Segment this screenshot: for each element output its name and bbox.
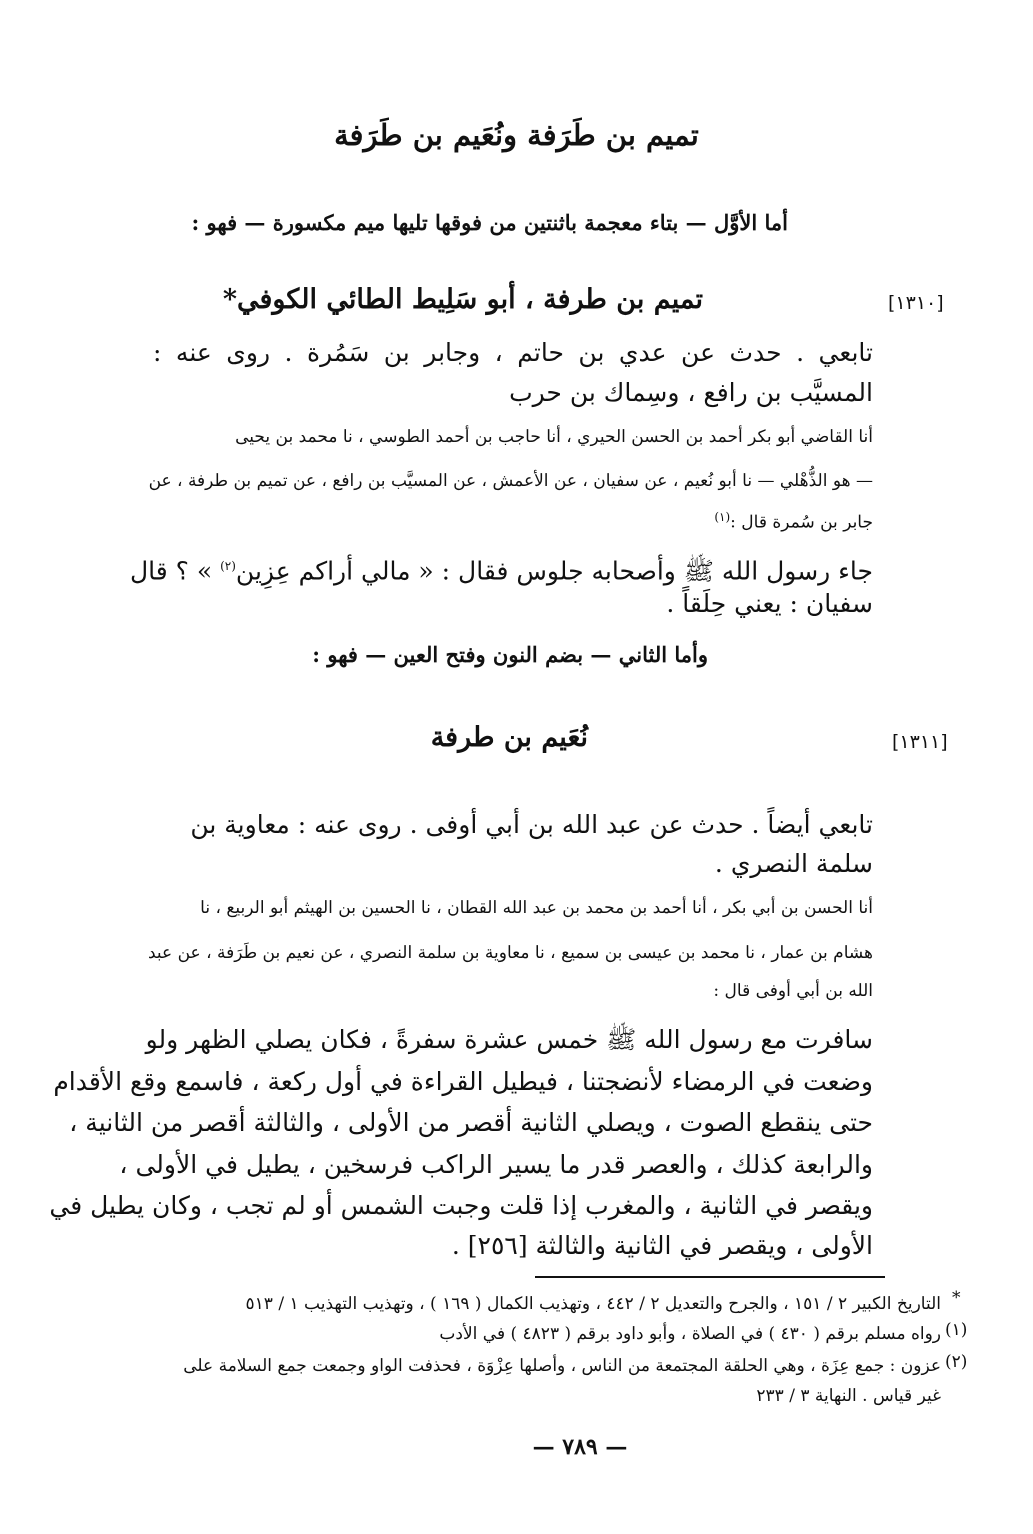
- bio-line: تابعي أيضاً . حدث عن عبد الله بن أبي أوفى . روى عنه : معاوية بن: [190, 810, 873, 839]
- hadith-line: ويقصر في الثانية ، والمغرب إذا قلت وجبت الشمس أو لم تجب ، وكان يطيل في: [49, 1191, 873, 1220]
- isnad-line: — هو الذُّهْلي — نا أبو نُعيم ، عن سفيان ، عن الأعمش ، عن المسيَّب بن رافع ، عن تميم بن طرفة ، عن: [148, 471, 873, 491]
- isnad-text: جابر بن سُمرة قال :: [730, 512, 873, 533]
- hadith-line: وضعت في الرمضاء لأنضجتنا ، فيطيل القراءة في أول ركعة ، فاسمع وقع الأقدام: [53, 1067, 873, 1096]
- footnote-text: التاريخ الكبير ٢ / ١٥١ ، والجرح والتعديل ٢ / ٤٤٢ ، وتهذيب الكمال ( ١٦٩ ) ، وتهذيب التهذيب ١ / ٥١٣: [245, 1294, 941, 1314]
- isnad-line: [153, 502, 873, 538]
- entry-number: [١٣١٠]: [888, 292, 944, 314]
- hadith-line: سفيان : يعني حِلَقاً .: [666, 589, 873, 618]
- isnad-line: أنا الحسن بن أبي بكر ، أنا أحمد بن محمد بن عبد الله القطان ، نا الحسين بن الهيثم أبو الربيع ، نا: [200, 898, 873, 918]
- hadith-line: الأولى ، ويقصر في الثانية والثالثة [٢٥٦] .: [451, 1231, 873, 1260]
- isnad-line: الله بن أبي أوفى قال :: [713, 981, 873, 1001]
- footnote-mark: *: [952, 1288, 961, 1308]
- hadith-line: حتى ينقطع الصوت ، ويصلي الثانية أقصر من الأولى ، والثالثة أقصر من الثانية ،: [69, 1108, 873, 1137]
- hadith-line: والرابعة كذلك ، والعصر قدر ما يسير الراكب فرسخين ، يطيل في الأولى ،: [119, 1150, 873, 1179]
- hadith-line: سافرت مع رسول الله ﷺ خمس عشرة سفرةً ، فكان يصلي الظهر ولو: [145, 1025, 873, 1054]
- bio-line: المسيَّب بن رافع ، وسِماك بن حرب: [509, 378, 873, 407]
- footnote-text: رواه مسلم برقم ( ٤٣٠ ) في الصلاة ، وأبو داود برقم ( ٤٨٢٣ ) في الأدب: [439, 1324, 941, 1344]
- hadith-text: جاء رسول الله ﷺ وأصحابه جلوس فقال : « مالي أراكم عِزِين: [235, 556, 873, 586]
- hadith-text: » ؟ قال: [129, 556, 221, 586]
- entry-heading: نُعَيم بن طرفة: [430, 722, 588, 753]
- footnote-divider: [535, 1276, 885, 1278]
- section-first-intro: أما الأوَّل — بتاء معجمة باثنتين من فوقها تليها ميم مكسورة — فهو :: [191, 210, 788, 235]
- footnote-mark: (٢): [945, 1352, 968, 1372]
- entry-number: [١٣١١]: [892, 731, 948, 753]
- entry-heading: تميم بن طرفة ، أبو سَلِيط الطائي الكوفي*: [222, 284, 703, 315]
- footnote-text: عزون : جمع عِزَة ، وهي الحلقة المجتمعة من الناس ، وأصلها عِزْوَة ، فحذفت الواو وجمعت جمع السلامة على: [183, 1356, 941, 1376]
- isnad-line: هشام بن عمار ، نا محمد بن عيسى بن سميع ، نا معاوية بن سلمة النصري ، عن نعيم بن طَرَفة ، عن عبد: [147, 943, 873, 963]
- footnote-ref: (٢): [220, 559, 236, 573]
- footnote-mark: (١): [945, 1320, 968, 1340]
- bio-line: سلمة النصري .: [714, 849, 873, 878]
- isnad-line: أنا القاضي أبو بكر أحمد بن الحسن الحيري ، أنا حاجب بن أحمد الطوسي ، نا محمد بن يحيى: [235, 427, 873, 447]
- footnote-text: غير قياس . النهاية ٣ / ٢٣٣: [756, 1386, 941, 1406]
- page-title: تميم بن طَرَفة ونُعَيم بن طَرَفة: [334, 118, 699, 152]
- bio-line: تابعي . حدث عن عدي بن حاتم ، وجابر بن سَمُرة . روى عنه :: [153, 338, 873, 367]
- page-number: — ٧٨٩ —: [532, 1434, 628, 1460]
- footnote-ref: (١): [714, 510, 731, 524]
- section-second-intro: وأما الثاني — بضم النون وفتح العين — فهو :: [312, 642, 708, 667]
